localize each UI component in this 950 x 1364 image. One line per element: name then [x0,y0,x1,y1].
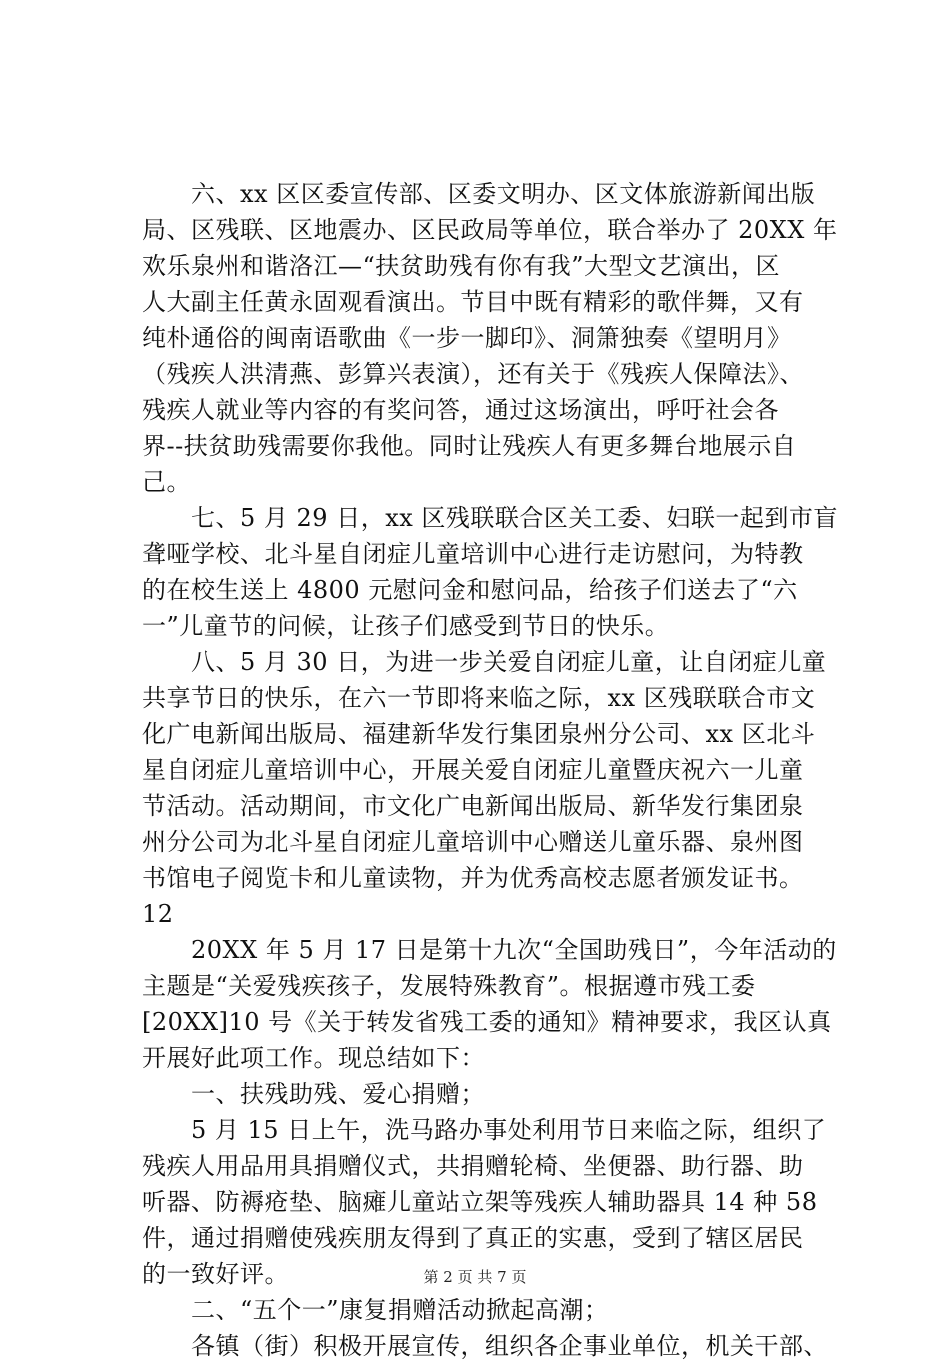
text-line: 一”儿童节的问候，让孩子们感受到节日的快乐。 [142,612,670,640]
text-line: 残疾人用品用具捐赠仪式，共捐赠轮椅、坐便器、助行器、助 [142,1152,804,1180]
text-line: 5 月 15 日上午，洗马路办事处利用节日来临之际，组织了 [142,1116,827,1144]
text-line: 欢乐泉州和谐洛江—“扶贫助残有你有我”大型文艺演出，区 [142,252,781,280]
text-line: 聋哑学校、北斗星自闭症儿童培训中心进行走访慰问，为特教 [142,540,804,568]
text-line: 的一致好评。 [142,1260,289,1288]
page-footer: 第 2 页 共 7 页 [423,1268,527,1286]
text-line: 共享节日的快乐，在六一节即将来临之际，xx 区残联联合市文 [142,684,816,712]
text-line: 界--扶贫助残需要你我他。同时让残疾人有更多舞台地展示自 [142,432,797,460]
text-line: 残疾人就业等内容的有奖问答，通过这场演出，呼吁社会各 [142,396,779,424]
text-line: 局、区残联、区地震办、区民政局等单位，联合举办了 20XX 年 [142,216,838,244]
text-line: 一、扶残助残、爱心捐赠； [142,1080,485,1108]
text-line: 各镇（街）积极开展宣传，组织各企事业单位，机关干部、 [142,1332,828,1360]
text-line: 己。 [142,468,191,496]
text-line: 人大副主任黄永固观看演出。节目中既有精彩的歌伴舞，又有 [142,288,804,316]
text-line: 节活动。活动期间，市文化广电新闻出版局、新华发行集团泉 [142,792,804,820]
document-body [142,176,842,1364]
text-line: （残疾人洪清燕、彭算兴表演），还有关于《残疾人保障法》、 [142,360,804,388]
text-line: 纯朴通俗的闽南语歌曲《一步一脚印》、洞箫独奏《望明月》 [142,324,792,352]
text-line: 12 [142,900,174,928]
text-line: 件，通过捐赠使残疾朋友得到了真正的实惠，受到了辖区居民 [142,1224,804,1252]
text-line: 开展好此项工作。现总结如下： [142,1044,485,1072]
text-line: 八、5 月 30 日，为进一步关爱自闭症儿童，让自闭症儿童 [142,648,827,676]
text-line: 化广电新闻出版局、福建新华发行集团泉州分公司、xx 区北斗 [142,720,816,748]
text-line: 六、xx 区区委宣传部、区委文明办、区文体旅游新闻出版 [142,180,816,208]
text-line: 听器、防褥疮垫、脑瘫儿童站立架等残疾人辅助器具 14 种 58 [142,1188,818,1216]
text-line: 州分公司为北斗星自闭症儿童培训中心赠送儿童乐器、泉州图 [142,828,804,856]
text-line: 二、“五个一”康复捐赠活动掀起高潮； [142,1296,609,1324]
text-line: 20XX 年 5 月 17 日是第十九次“全国助残日”，今年活动的 [142,936,837,964]
text-line: [20XX]10 号《关于转发省残工委的通知》精神要求，我区认真 [142,1008,832,1036]
text-line: 主题是“关爱残疾孩子，发展特殊教育”。根据遵市残工委 [142,972,756,1000]
text-line: 星自闭症儿童培训中心，开展关爱自闭症儿童暨庆祝六一儿童 [142,756,804,784]
text-line: 书馆电子阅览卡和儿童读物，并为优秀高校志愿者颁发证书。 [142,864,804,892]
text-line: 七、5 月 29 日，xx 区残联联合区关工委、妇联一起到市盲 [142,504,838,532]
text-line: 的在校生送上 4800 元慰问金和慰问品，给孩子们送去了“六 [142,576,798,604]
